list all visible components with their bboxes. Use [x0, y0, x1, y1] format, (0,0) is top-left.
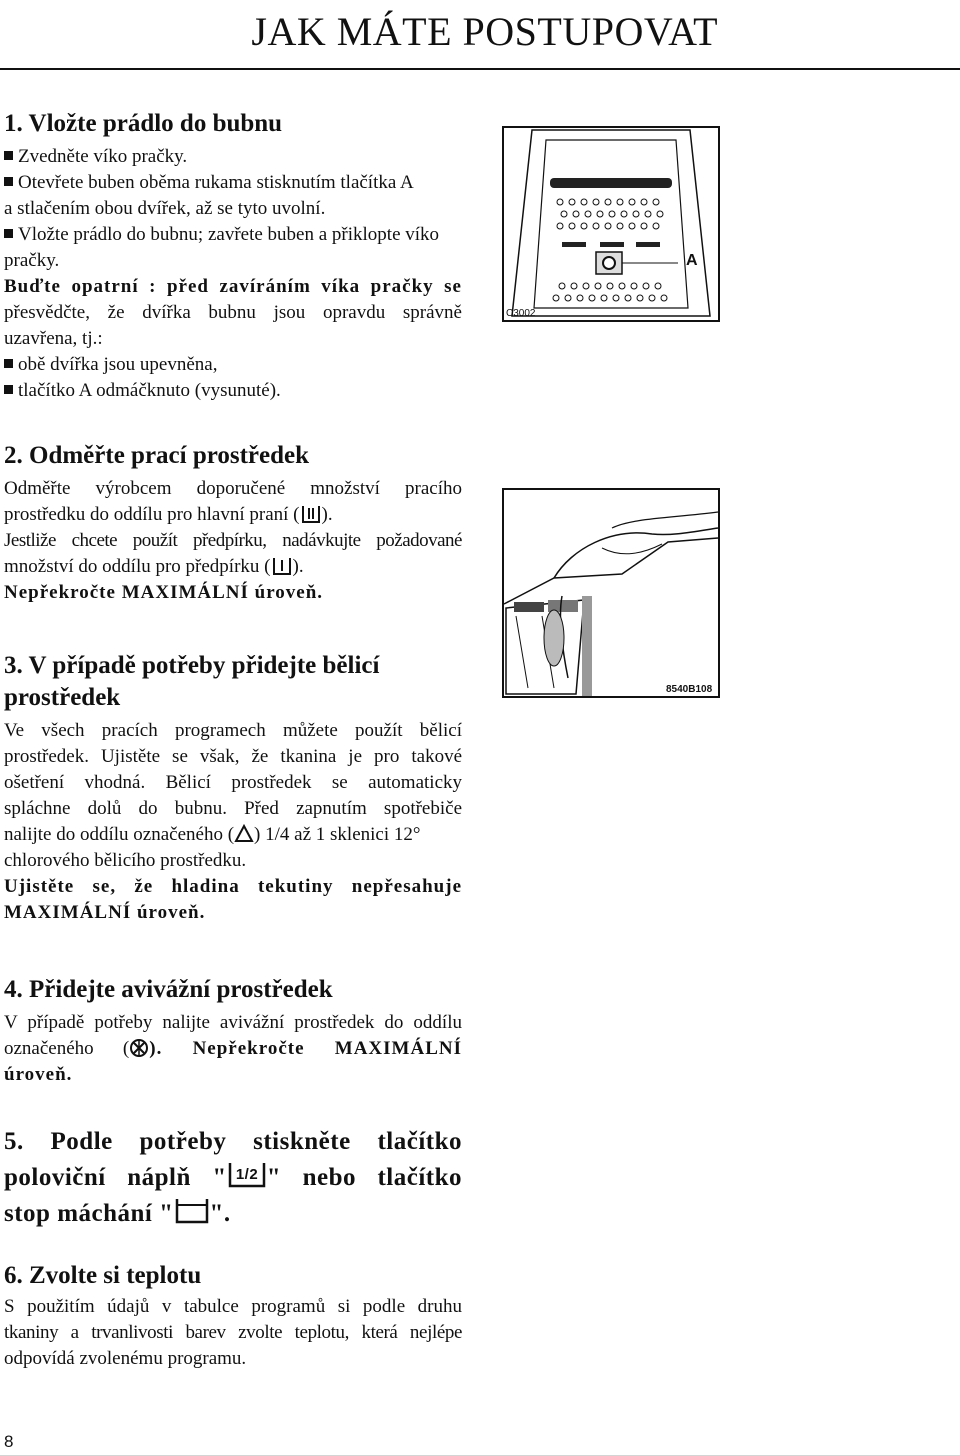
warning-text: Buďte opatrní : před zavíráním víka pračky se — [4, 276, 462, 297]
section-3-heading: 3. V případě potřeby přidejte bělicí — [4, 652, 380, 679]
text-span: nalijte do oddílu označeného ( — [4, 824, 235, 845]
text-span: ). — [321, 504, 333, 525]
text-line: spláchne dolů do bubnu. Před zapnutím spotřebiče — [4, 798, 462, 819]
rinse-hold-icon — [174, 1195, 210, 1225]
text-line: přesvědčte, že dvířka bubnu jsou opravdu správně — [4, 302, 462, 323]
text-line — [4, 822, 462, 848]
drum-illustration — [502, 126, 720, 322]
section-6 — [4, 1260, 462, 1372]
text-line — [4, 554, 462, 580]
detergent-illustration — [502, 488, 720, 698]
text-span: ). — [292, 556, 304, 577]
text-line: prostředek. Ujistěte se však, že tkanina je pro takové — [4, 746, 462, 767]
text-line: Odměřte výrobcem doporučené množství pracího — [4, 478, 462, 499]
detergent-drawing — [502, 488, 720, 698]
text-line: úroveň. — [4, 1064, 73, 1085]
drum-drawing — [502, 126, 720, 322]
section-3-heading-cont: prostředek — [4, 684, 121, 711]
section-1-heading: 1. Vložte prádlo do bubnu — [4, 110, 283, 137]
text-span: poloviční náplň " — [4, 1164, 227, 1191]
text-span: ). Nepřekročte MAXIMÁLNÍ — [149, 1038, 462, 1059]
page-title: JAK MÁTE POSTUPOVAT — [251, 9, 718, 54]
warning-line: Ujistěte se, že hladina tekutiny nepřesahuje — [4, 876, 462, 897]
text-line: chlorového bělicího prostředku. — [4, 850, 247, 871]
text-line: odpovídá zvolenému programu. — [4, 1348, 247, 1369]
bullet-item: Vložte prádlo do bubnu; zavřete buben a přiklopte víko — [4, 222, 462, 248]
text-span: množství do oddílu pro předpírku ( — [4, 556, 271, 577]
text-span: " nebo tlačítko — [266, 1164, 463, 1191]
bleach-triangle-icon — [234, 824, 254, 844]
prewash-compartment-icon — [271, 556, 293, 576]
section-5 — [4, 1124, 462, 1231]
half-load-icon-text: 1/2 — [235, 1166, 258, 1183]
section-4 — [4, 974, 462, 1088]
text-line: ošetření vhodná. Bělicí prostředek se automaticky — [4, 772, 462, 793]
section-2 — [4, 440, 462, 606]
figure-code: 8540B108 — [666, 684, 713, 695]
text-line — [4, 502, 462, 528]
section-3 — [4, 650, 462, 926]
section-4-heading: 4. Přidejte avivážní prostředek — [4, 976, 333, 1003]
text-line: Ve všech pracích programech můžete použít bělicí — [4, 720, 462, 741]
text-line — [4, 1159, 462, 1195]
text-line: V případě potřeby nalijte avivážní prostředek do oddílu — [4, 1012, 462, 1033]
text-span: ". — [209, 1200, 231, 1227]
section-2-heading: 2. Odměřte prací prostředek — [4, 442, 310, 469]
text-line: uzavřena, tj.: — [4, 328, 103, 349]
warning-line: Nepřekročte MAXIMÁLNÍ úroveň. — [4, 582, 324, 603]
bullet-item: tlačítko A odmáčknuto (vysunuté). — [4, 378, 462, 404]
bullet-item: obě dvířka jsou upevněna, — [4, 352, 462, 378]
figure-code: C3002 — [506, 308, 536, 319]
section-1 — [4, 108, 462, 404]
text-line: Jestliže chcete použít předpírku, nadávkujte požadované — [4, 530, 462, 551]
page-header — [0, 0, 960, 70]
text-line: pračky. — [4, 250, 60, 271]
warning-line — [4, 274, 462, 300]
softener-flower-icon — [129, 1038, 149, 1058]
text-span: ) 1/4 až 1 sklenici 12° — [254, 824, 421, 845]
text-line — [4, 1195, 462, 1231]
text-span: prostředku do oddílu pro hlavní praní ( — [4, 504, 300, 525]
half-load-icon — [227, 1159, 267, 1189]
section-5-heading: 5. Podle potřeby stiskněte tlačítko — [4, 1128, 462, 1155]
text-line: a stlačením obou dvířek, až se tyto uvolní. — [4, 198, 326, 219]
warning-line: MAXIMÁLNÍ úroveň. — [4, 902, 206, 923]
bullet-item: Otevřete buben oběma rukama stisknutím tlačítka A — [4, 170, 462, 196]
section-6-heading: 6. Zvolte si teplotu — [4, 1262, 202, 1289]
figure-label-a: A — [686, 252, 698, 269]
text-span: označeného ( — [4, 1038, 130, 1059]
bullet-item: Zvedněte víko pračky. — [4, 144, 462, 170]
text-line: tkaniny a trvanlivosti barev zvolte teplotu, která nejlépe — [4, 1322, 462, 1343]
page-number: 8 — [4, 1432, 14, 1451]
text-line: S použitím údajů v tabulce programů si podle druhu — [4, 1296, 462, 1317]
text-span: stop máchání " — [4, 1200, 174, 1227]
text-line — [4, 1036, 462, 1062]
main-wash-compartment-icon — [300, 504, 322, 524]
